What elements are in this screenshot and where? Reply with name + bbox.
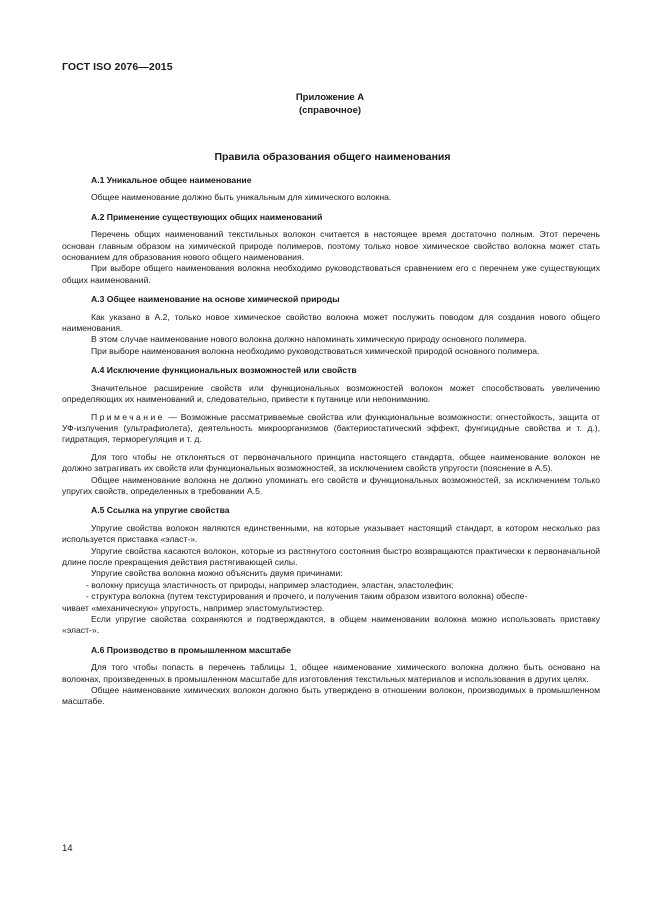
paragraph: Для того чтобы попасть в перечень таблицы 1, общее наименование химического волокна должно быть основано на волокнах, произведенных в промышленном масштабе для изготовления текстильных материалов и использования в других целях. bbox=[62, 662, 600, 684]
paragraph: Упругие свойства волокна можно объяснить двумя причинами: bbox=[91, 568, 343, 579]
paragraph: Перечень общих наименований текстильных волокон считается в настоящее время достаточно полным. Этот перечень основан главным образом на химической природе полимеров, поэтому только новое химическое свойство волокна может стать основанием для образования нового общего наименования. bbox=[62, 229, 600, 263]
note-text: — Возможные рассматриваемые свойства или функциональные возможности: огнестойкость, защита от УФ-излучения (ультрафиолета), деятельность микроорганизмов (бактериостатический эффект, фунгицидные свойства и т. д.), гидратация, терморегуляция и т. д. bbox=[62, 411, 600, 445]
paragraph: При выборе общего наименования волокна необходимо руководствоваться сравнением его с перечнем уже существующих общих наименований. bbox=[62, 263, 600, 285]
list-item-continuation: чивает «механическую» упругость, например эластомультиэстер. bbox=[62, 602, 325, 613]
paragraph: Упругие свойства волокон являются единственными, на которые указывает настоящий стандарт, в котором несколько раз используется приставка «эласт-». bbox=[62, 522, 600, 545]
document-body bbox=[62, 173, 600, 708]
section-heading-a1: А.1 Уникальное общее наименование bbox=[91, 175, 252, 185]
paragraph: В этом случае наименование нового волокна должно напоминать химическую природу основного полимера. bbox=[91, 334, 527, 345]
section-heading-a6: А.6 Производство в промышленном масштабе bbox=[91, 644, 291, 655]
annex-subtitle: (справочное) bbox=[298, 105, 362, 116]
paragraph: Общее наименование должно быть уникальным для химического волокна. bbox=[91, 192, 392, 203]
annex-heading bbox=[250, 91, 410, 117]
section-heading-a3: А.3 Общее наименование на основе химической природы bbox=[91, 294, 340, 305]
page-number: 14 bbox=[62, 843, 73, 854]
paragraph: Общее наименование химических волокон должно быть утверждено в отношении волокон, производимых в промышленном масштабе. bbox=[62, 685, 600, 707]
section-heading-a5: А.5 Ссылка на упругие свойства bbox=[91, 505, 230, 516]
page-title: Правила образования общего наименования bbox=[214, 151, 451, 163]
list-item: - структура волокна (путем текстурирования и прочего, и получения таким образом извитого волокна) обеспе- bbox=[86, 591, 528, 602]
section-heading-a2: А.2 Применение существующих общих наименований bbox=[91, 211, 323, 222]
note-label: Примечание bbox=[91, 411, 165, 422]
paragraph: Для того чтобы не отклоняться от первоначального принципа настоящего стандарта, общее наименование волокон не должно затрагивать их свойств или функциональных возможностей, за исключением свойств упругости (пояснение в А.5). bbox=[62, 451, 600, 474]
list-item: - волокну присуща эластичность от природы, например эластодиен, эластан, эластолефин; bbox=[86, 579, 454, 590]
paragraph: При выборе наименования волокна необходимо руководствоваться химической природой основного полимера. bbox=[91, 345, 540, 356]
paragraph: Общее наименование волокна не должно упоминать его свойств и функциональных возможностей, за исключением только упругих свойств, определенных в требовании А.5. bbox=[62, 474, 600, 496]
paragraph: Значительное расширение свойств или функциональных возможностей волокон может способствовать увеличению определяющих их наименований и, следовательно, привести к путанице или непониманию. bbox=[62, 382, 600, 405]
note bbox=[62, 412, 600, 446]
section-heading-a4: А.4 Исключение функциональных возможностей или свойств bbox=[91, 365, 357, 376]
paragraph: Упругие свойства касаются волокон, которые из растянутого состояния быстро возвращаются практически к первоначальной длине после прекращения действия растягивающей силы. bbox=[62, 545, 600, 567]
paragraph: Как указано в А.2, только новое химическое свойство волокна может послужить поводом для создания нового общего наименования. bbox=[62, 311, 600, 334]
annex-title: Приложение А bbox=[295, 92, 365, 103]
paragraph: Если упругие свойства сохраняются и подтверждаются, в общем наименовании волокна можно использовать приставку «эласт-». bbox=[62, 614, 600, 636]
document-code: ГОСТ ISO 2076—2015 bbox=[62, 61, 173, 73]
